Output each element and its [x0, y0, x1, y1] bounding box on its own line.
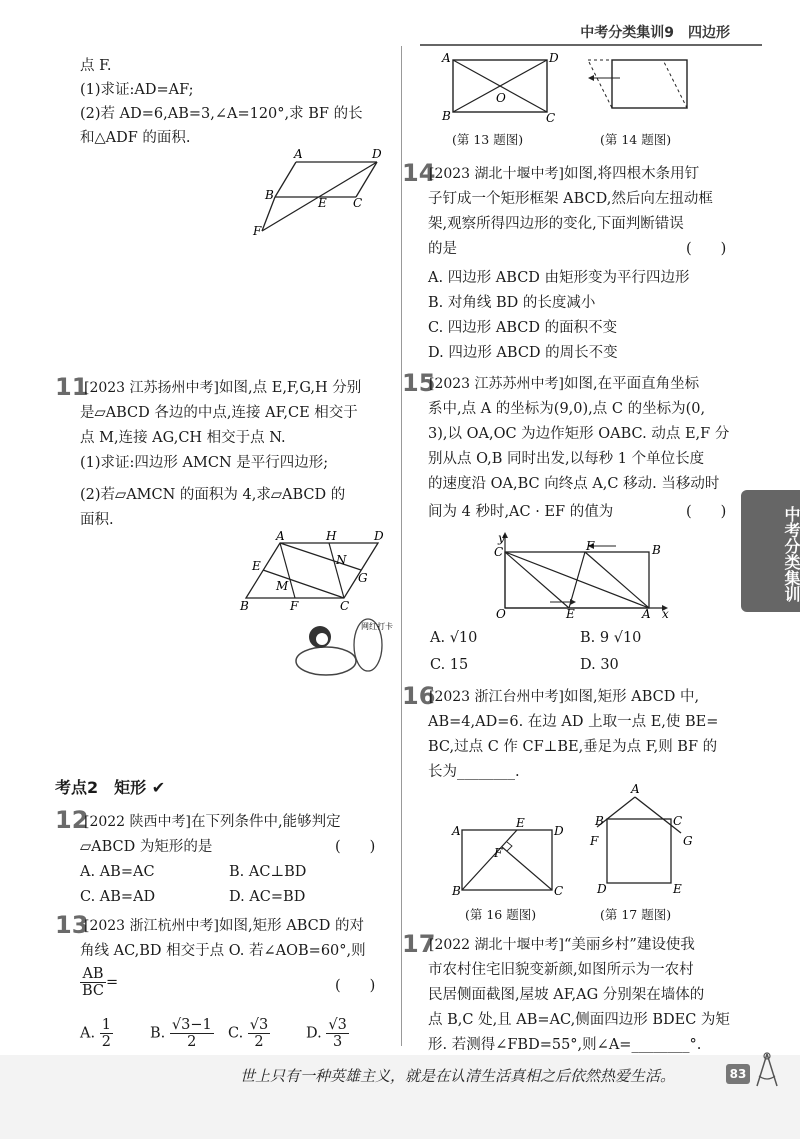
- fig13-label-C: C: [546, 111, 556, 125]
- fig17-label-G: G: [683, 834, 693, 848]
- q17-line4: 点 B,C 处,且 AB=AC,侧面四边形 BDEC 为矩: [428, 1012, 730, 1028]
- q14-line2: 子钉成一个矩形框架 ABCD,然后向左扭动框: [428, 191, 713, 207]
- fig10-label-F: F: [253, 224, 262, 238]
- fig11-label-A: A: [276, 529, 285, 543]
- q14-option-b: B. 对角线 BD 的长度减小: [428, 295, 596, 311]
- fig15-label-y: y: [498, 531, 505, 545]
- q14-option-d: D. 四边形 ABCD 的周长不变: [428, 345, 618, 361]
- fig11-label-G: G: [358, 571, 368, 585]
- fig16-label-E: E: [516, 816, 525, 830]
- fig15-label-E: E: [566, 607, 575, 621]
- header-rule: [420, 44, 762, 46]
- cartoon-label: 网红打卡: [361, 622, 393, 631]
- fig16-label-C: C: [554, 884, 564, 898]
- q16-line3: BC,过点 C 作 CF⊥BE,垂足为点 F,则 BF 的: [428, 739, 718, 755]
- q15-line1: [2023 江苏苏州中考]如图,在平面直角坐标: [429, 376, 700, 392]
- fig17-label-E: E: [673, 882, 682, 896]
- page-header: [0, 0, 800, 44]
- column-divider: [401, 46, 402, 1046]
- fig11-label-B: B: [240, 599, 249, 613]
- fig15-label-C: C: [494, 545, 504, 559]
- fig13-caption: (第 13 题图): [452, 132, 524, 147]
- fig11-label-E: E: [252, 559, 261, 573]
- page-title: 中考分类集训9 四边形: [580, 25, 730, 41]
- fig17-label-B: B: [595, 814, 604, 828]
- q12-option-d: D. AC=BD: [229, 889, 306, 905]
- fig11-label-D: D: [374, 529, 384, 543]
- q10-line3: (2)若 AD=6,AB=3,∠A=120°,求 BF 的长: [80, 106, 363, 122]
- fig16-caption: (第 16 题图): [465, 907, 537, 922]
- fig10-label-C: C: [353, 196, 363, 210]
- q12-option-b: B. AC⊥BD: [229, 864, 307, 880]
- fig13-label-D: D: [549, 51, 559, 65]
- q10-line4: 和△ADF 的面积.: [80, 130, 191, 146]
- q13-paren: ( ): [335, 978, 376, 994]
- fig10-label-A: A: [294, 147, 303, 161]
- q15-paren: ( ): [686, 504, 727, 520]
- fig13-label-B: B: [442, 109, 451, 123]
- q13-option-c: C. $\frac{√3}{2}$: [228, 1017, 269, 1050]
- fig16-label-B: B: [452, 884, 461, 898]
- fig10-label-D: D: [372, 147, 382, 161]
- fig15-label-F: F: [586, 539, 595, 553]
- cartoon-illustration: [288, 615, 393, 683]
- fig11-label-N: N: [336, 553, 347, 567]
- q17-figure: [585, 782, 700, 900]
- q17-line5: 形. 若测得∠FBD=55°,则∠A=________°.: [428, 1037, 702, 1053]
- q14-option-a: A. 四边形 ABCD 由矩形变为平行四边形: [428, 270, 690, 286]
- q16-line4: 长为________.: [428, 764, 520, 780]
- q11-line1: [2023 江苏扬州中考]如图,点 E,F,G,H 分别: [84, 380, 362, 396]
- q11-line4: (1)求证:四边形 AMCN 是平行四边形;: [80, 455, 329, 471]
- fig17-label-F: F: [590, 834, 599, 848]
- fig11-label-F: F: [290, 599, 299, 613]
- q12-line2: ▱ABCD 为矩形的是: [80, 839, 213, 855]
- q10-line1: 点 F.: [80, 58, 112, 74]
- q13-line1: [2023 浙江杭州中考]如图,矩形 ABCD 的对: [84, 918, 364, 934]
- fig11-label-M: M: [276, 579, 289, 593]
- q11-line3: 点 M,连接 AG,CH 相交于点 N.: [80, 430, 286, 446]
- q13-number: 13: [55, 911, 89, 939]
- fig15-label-O: O: [496, 607, 506, 621]
- q15-line4: 别从点 O,B 同时出发,以每秒 1 个单位长度: [428, 451, 705, 467]
- fig17-label-D: D: [597, 882, 607, 896]
- q15-number: 15: [402, 369, 436, 397]
- q16-number: 16: [402, 682, 436, 710]
- fig17-label-A: A: [631, 782, 640, 796]
- q13-line2: 角线 AC,BD 相交于点 O. 若∠AOB=60°,则: [80, 943, 366, 959]
- fig15-label-B: B: [652, 543, 661, 557]
- fig17-label-C: C: [673, 814, 683, 828]
- q12-option-c: C. AB=AD: [80, 889, 156, 905]
- q15-option-b: B. 9 √10: [580, 630, 642, 646]
- q11-line2: 是▱ABCD 各边的中点,连接 AF,CE 相交于: [80, 405, 358, 421]
- q12-line1: [2022 陕西中考]在下列条件中,能够判定: [84, 814, 341, 830]
- q15-figure: [490, 530, 675, 620]
- fig16-label-A: A: [452, 824, 461, 838]
- q11-number: 11: [55, 373, 89, 401]
- fig16-label-F: F: [494, 846, 503, 860]
- q17-number: 17: [402, 930, 436, 958]
- q16-line1: [2023 浙江台州中考]如图,矩形 ABCD 中,: [429, 689, 700, 705]
- q14-figure: [580, 50, 695, 120]
- q15-line3: 3),以 OA,OC 为边作矩形 OABC. 动点 E,F 分: [428, 426, 730, 442]
- footer-motto: 世上只有一种英雄主义，就是在认清生活真相之后依然热爱生活。: [240, 1067, 676, 1085]
- fig13-label-O: O: [496, 91, 506, 105]
- q11-line5: (2)若▱AMCN 的面积为 4,求▱ABCD 的: [80, 487, 346, 503]
- q17-line2: 市农村住宅旧貌变新颜,如图所示为一农村: [428, 962, 694, 978]
- q11-figure: [232, 530, 392, 615]
- q15-option-c: C. 15: [430, 657, 469, 673]
- q13-option-a: A. $\frac{1}{2}$: [80, 1017, 111, 1050]
- q17-line3: 民居侧面截图,屋坡 AF,AG 分别架在墙体的: [428, 987, 705, 1003]
- q14-number: 14: [402, 159, 436, 187]
- q12-option-a: A. AB=AC: [80, 864, 155, 880]
- q14-option-c: C. 四边形 ABCD 的面积不变: [428, 320, 618, 336]
- fig16-label-D: D: [554, 824, 564, 838]
- q16-line2: AB=4,AD=6. 在边 AD 上取一点 E,使 BE=: [428, 714, 719, 730]
- q14-line4: 的是: [428, 241, 457, 257]
- fig15-label-x: x: [662, 607, 669, 621]
- q15-line2: 系中,点 A 的坐标为(9,0),点 C 的坐标为(0,: [428, 401, 706, 417]
- q15-line5: 的速度沿 OA,BC 向终点 A,C 移动. 当移动时: [428, 476, 720, 492]
- q14-line1: [2023 湖北十堰中考]如图,将四根木条用钉: [429, 166, 700, 182]
- q10-line2: (1)求证:AD=AF;: [80, 82, 194, 98]
- q14-paren: ( ): [686, 241, 727, 257]
- q17-line1: [2022 湖北十堰中考]“美丽乡村”建设使我: [429, 937, 695, 953]
- q10-figure: [250, 145, 395, 240]
- fig10-label-E: E: [318, 196, 327, 210]
- q16-figure: [450, 815, 570, 900]
- q15-option-d: D. 30: [580, 657, 619, 673]
- q14-line3: 架,观察所得四边形的变化,下面判断错误: [428, 216, 684, 232]
- compass-icon: [752, 1050, 782, 1090]
- fig14-caption: (第 14 题图): [600, 132, 672, 147]
- side-tab: 中考分类集训: [741, 490, 800, 612]
- q11-line6: 面积.: [80, 512, 114, 528]
- q12-paren: ( ): [335, 839, 376, 855]
- q12-number: 12: [55, 806, 89, 834]
- tick-icon: ✔: [151, 778, 166, 797]
- fig13-label-A: A: [442, 51, 451, 65]
- fig11-label-C: C: [340, 599, 350, 613]
- q15-line6: 间为 4 秒时,AC · EF 的值为: [428, 504, 614, 520]
- q13-ratio: $\frac{AB}{BC}$ =: [82, 966, 119, 999]
- q13-option-d: D. $\frac{√3}{3}$: [306, 1017, 347, 1050]
- q13-option-b: B. $\frac{√3-1}{2}$: [150, 1017, 212, 1050]
- q13-figure: [440, 50, 560, 125]
- fig11-label-H: H: [326, 529, 337, 543]
- q15-option-a: A. √10: [430, 630, 478, 646]
- fig15-label-A: A: [642, 607, 651, 621]
- fig17-caption: (第 17 题图): [600, 907, 672, 922]
- page-number: 83: [726, 1064, 750, 1084]
- section-heading: 考点2 矩形 ✔: [55, 778, 166, 797]
- fig10-label-B: B: [265, 188, 274, 202]
